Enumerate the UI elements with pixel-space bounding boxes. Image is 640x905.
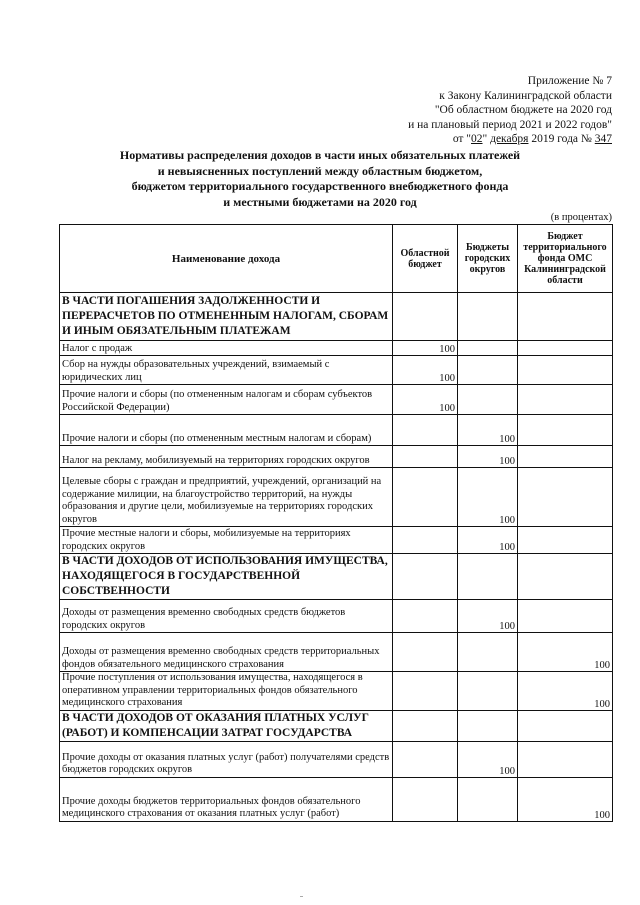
city-value-cell: 100 [458, 468, 518, 527]
city-value-cell: 100 [458, 415, 518, 446]
income-name-cell: В ЧАСТИ ДОХОДОВ ОТ ОКАЗАНИЯ ПЛАТНЫХ УСЛУГ (РАБОТ) И КОМПЕНСАЦИИ ЗАТРАТ ГОСУДАРСТВА [60, 710, 393, 741]
fund-value-cell: 100 [518, 672, 613, 711]
section-row [60, 293, 613, 341]
city-value-cell: 100 [458, 446, 518, 468]
date-month: декабря [490, 133, 529, 145]
fund-value-cell: 100 [518, 633, 613, 672]
income-name-cell: В ЧАСТИ ДОХОДОВ ОТ ИСПОЛЬЗОВАНИЯ ИМУЩЕСТВА, НАХОДЯЩЕГОСЯ В ГОСУДАРСТВЕННОЙ СОБСТВЕННОСТИ [60, 554, 393, 600]
income-name-cell: В ЧАСТИ ПОГАШЕНИЯ ЗАДОЛЖЕННОСТИ И ПЕРЕРАСЧЕТОВ ПО ОТМЕНЕННЫМ НАЛОГАМ, СБОРАМ И ИНЫМ ОБЯЗАТЕЛЬНЫМ ПЛАТЕЖАМ [60, 293, 393, 341]
fund-value-cell [518, 468, 613, 527]
regional-value-cell [393, 600, 458, 633]
income-name-cell: Сбор на нужды образовательных учреждений, взимаемый с юридических лиц [60, 356, 393, 385]
regional-value-cell [393, 415, 458, 446]
appendix-law-title: "Об областном бюджете на 2020 год [434, 104, 612, 116]
table-row [60, 600, 613, 633]
regional-value-cell: 100 [393, 385, 458, 415]
city-value-cell [458, 356, 518, 385]
regional-value-cell [393, 527, 458, 554]
fund-value-cell [518, 554, 613, 600]
date-mid: " [482, 133, 491, 145]
appendix-date-line [408, 132, 612, 147]
section-row [60, 710, 613, 741]
city-value-cell: 100 [458, 600, 518, 633]
header-income-name: Наименование дохода [60, 225, 393, 293]
header-regional-budget: Областной бюджет [393, 225, 458, 293]
income-name-cell: Доходы от размещения временно свободных средств бюджетов городских округов [60, 600, 393, 633]
city-value-cell: 100 [458, 741, 518, 777]
table-row [60, 415, 613, 446]
date-year: 2019 года № [528, 133, 595, 145]
income-name-cell: Прочие доходы бюджетов территориальных фондов обязательного медицинского страхования от оказания платных услуг (работ) [60, 777, 393, 821]
regional-value-cell [393, 777, 458, 821]
city-value-cell [458, 554, 518, 600]
income-name-cell: Прочие местные налоги и сборы, мобилизуемые на территориях городских округов [60, 527, 393, 554]
table-row [60, 468, 613, 527]
title-line-2: и невыясненных поступлений между областным бюджетом, [157, 163, 483, 178]
income-name-cell: Прочие налоги и сборы (по отмененным налогам и сборам субъектов Российской Федерации) [60, 385, 393, 415]
table-row [60, 741, 613, 777]
table-row [60, 633, 613, 672]
table-header-row [60, 225, 613, 293]
date-day: 02 [471, 133, 483, 145]
header-city-budgets: Бюджеты городских округов [458, 225, 518, 293]
title-line-4: и местными бюджетами на 2020 год [223, 194, 417, 209]
fund-value-cell: 100 [518, 777, 613, 821]
document-title [0, 148, 640, 210]
fund-value-cell [518, 341, 613, 356]
regional-value-cell [393, 741, 458, 777]
city-value-cell [458, 341, 518, 356]
regional-value-cell: 100 [393, 356, 458, 385]
appendix-law: к Закону Калининградской области [439, 89, 612, 102]
table-row [60, 527, 613, 554]
city-value-cell [458, 293, 518, 341]
city-value-cell [458, 385, 518, 415]
appendix-number: Приложение № 7 [527, 75, 612, 87]
city-value-cell [458, 672, 518, 711]
fund-value-cell [518, 710, 613, 741]
fund-value-cell [518, 356, 613, 385]
table-row [60, 356, 613, 385]
income-name-cell: Целевые сборы с граждан и предприятий, учреждений, организаций на содержание милиции, на благоустройство территорий, на нужды образования и другие цели, мобилизуемые на территориях городских округов [60, 468, 393, 527]
table-row [60, 446, 613, 468]
scan-speck [300, 896, 303, 897]
section-row [60, 554, 613, 600]
regional-value-cell [393, 554, 458, 600]
appendix-header [408, 74, 612, 147]
regional-value-cell [393, 468, 458, 527]
city-value-cell [458, 710, 518, 741]
fund-value-cell [518, 527, 613, 554]
fund-value-cell [518, 415, 613, 446]
regional-value-cell [393, 710, 458, 741]
fund-value-cell [518, 446, 613, 468]
table-row [60, 341, 613, 356]
title-line-1: Нормативы распределения доходов в части иных обязательных платежей [119, 148, 521, 162]
date-prefix: от " [452, 133, 472, 145]
income-name-cell: Доходы от размещения временно свободных средств территориальных фондов обязательного медицинского страхования [60, 633, 393, 672]
unit-note: (в процентах) [550, 212, 612, 223]
table-row [60, 385, 613, 415]
regional-value-cell [393, 293, 458, 341]
table-row [60, 672, 613, 711]
header-oms-fund: Бюджет территориального фонда ОМС Калининградской области [518, 225, 613, 293]
city-value-cell: 100 [458, 527, 518, 554]
income-name-cell: Прочие поступления от использования имущества, находящегося в оперативном управлении территориальных фондов обязательного медицинского страхования [60, 672, 393, 711]
regional-value-cell [393, 672, 458, 711]
fund-value-cell [518, 293, 613, 341]
appendix-law-period: и на плановый период 2021 и 2022 годов" [408, 118, 612, 131]
income-name-cell: Налог на рекламу, мобилизуемый на территориях городских округов [60, 446, 393, 468]
table-row [60, 777, 613, 821]
regional-value-cell [393, 446, 458, 468]
fund-value-cell [518, 741, 613, 777]
distribution-table [59, 224, 613, 822]
income-name-cell: Налог с продаж [60, 341, 393, 356]
regional-value-cell: 100 [393, 341, 458, 356]
title-line-3: бюджетом территориального государственного внебюджетного фонда [131, 179, 509, 193]
income-name-cell: Прочие налоги и сборы (по отмененным местным налогам и сборам) [60, 415, 393, 446]
income-name-cell: Прочие доходы от оказания платных услуг (работ) получателями средств бюджетов городских округов [60, 741, 393, 777]
law-number: 347 [594, 133, 612, 145]
regional-value-cell [393, 633, 458, 672]
city-value-cell [458, 633, 518, 672]
fund-value-cell [518, 600, 613, 633]
fund-value-cell [518, 385, 613, 415]
city-value-cell [458, 777, 518, 821]
